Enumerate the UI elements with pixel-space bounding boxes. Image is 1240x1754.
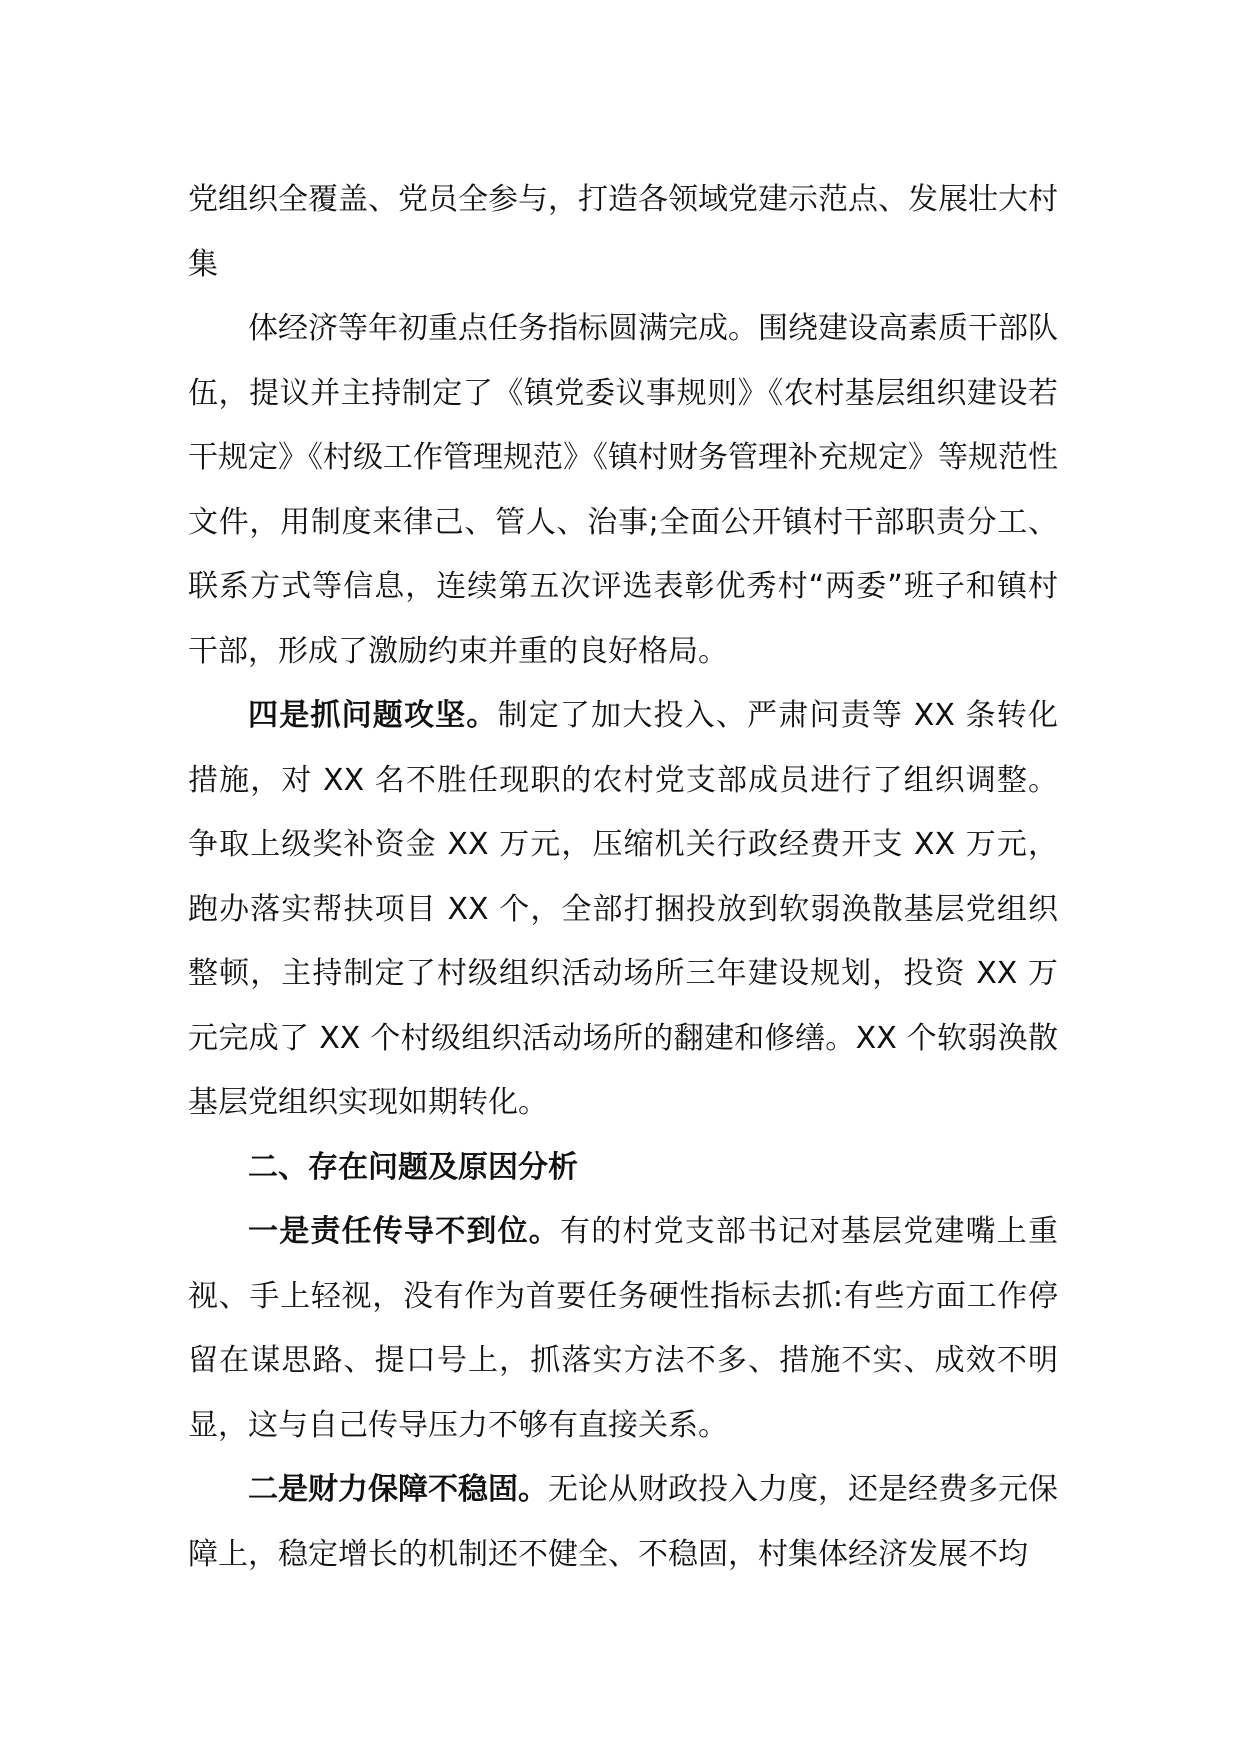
paragraph-lead: 一是责任传导不到位。 xyxy=(248,1214,560,1249)
paragraph-text: 无论从财政投入力度，还是经费多元保障上，稳定增长的机制还不健全、不稳固，村集体经济发展不均 xyxy=(188,1472,1058,1572)
paragraph-lead: 四是抓问题攻坚。 xyxy=(248,698,498,733)
paragraph-text: 党组织全覆盖、党员全参与，打造各领域党建示范点、发展壮大村集 xyxy=(188,182,1058,282)
paragraph-responsibility xyxy=(188,1200,1058,1458)
document-body xyxy=(188,168,1058,1587)
paragraph-lead: 二是财力保障不稳固。 xyxy=(248,1472,548,1507)
paragraph-cadre-team xyxy=(188,297,1058,684)
paragraph-text: 制定了加大投入、严肃问责等 XX 条转化措施，对 XX 名不胜任现职的农村党支部成员进行了组织调整。争取上级奖补资金 XX 万元，压缩机关行政经费开支 XX 万元，跑办落实帮扶项目 XX 个，全部打捆投放到软弱涣散基层党组织整顿，主持制定了村级组织活动场所三年建设规划，投资 XX 万元完成了 XX 个村级组织活动场所的翻建和修缮。XX 个软弱涣散基层党组织实现如期转化。 xyxy=(188,698,1058,1120)
paragraph-text: 体经济等年初重点任务指标圆满完成。围绕建设高素质干部队伍，提议并主持制定了《镇党委议事规则》《农村基层组织建设若干规定》《村级工作管理规范》《镇村财务管理补充规定》等规范性文件，用制度来律己、管人、治事;全面公开镇村干部职责分工、联系方式等信息，连续第五次评选表彰优秀村“两委”班子和镇村干部，形成了激励约束并重的良好格局。 xyxy=(188,311,1058,669)
section-heading: 二、存在问题及原因分析 xyxy=(248,1149,578,1185)
paragraph-text: 有的村党支部书记对基层党建嘴上重视、手上轻视，没有作为首要任务硬性指标去抓:有些方面工作停留在谋思路、提口号上，抓落实方法不多、措施不实、成效不明显，这与自己传导压力不够有直接关系。 xyxy=(188,1214,1058,1443)
paragraph-continued xyxy=(188,168,1058,297)
paragraph-problem-tackling xyxy=(188,684,1058,1136)
paragraph-financial xyxy=(188,1458,1058,1587)
